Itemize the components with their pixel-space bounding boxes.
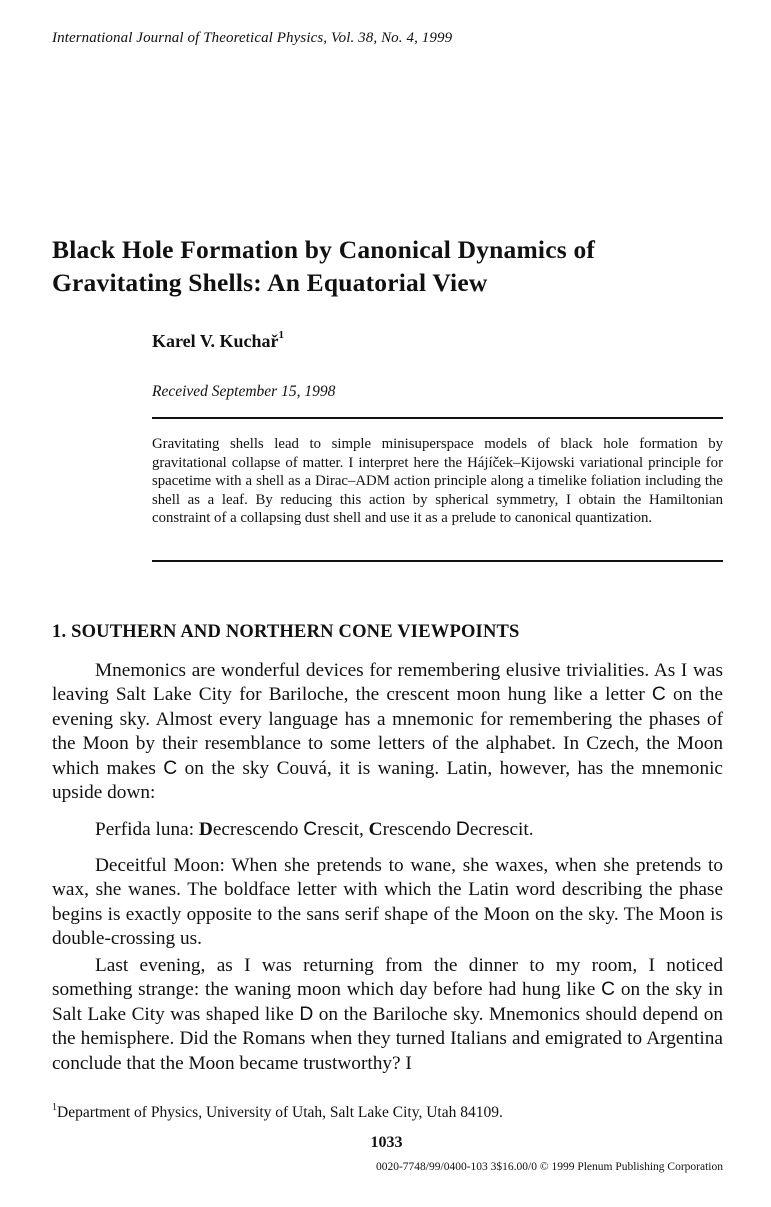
paragraph-1 <box>52 659 723 805</box>
moon-letter-d: D <box>299 1003 314 1025</box>
text-run: on the sky Couvá, it is waning. Latin, however, has the mnemonic upside down: <box>52 757 723 804</box>
paragraph-3 <box>52 954 723 1076</box>
text-run: rescit, <box>317 819 369 840</box>
latin-mnemonic <box>95 818 534 842</box>
moon-letter-c: C <box>303 819 318 840</box>
text-run: on the evening sky. Almost every language has a mnemonic for remembering the phases of the Moon by their resemblance to some letters of the alphabet. In Czech, the Moon which makes <box>52 684 723 779</box>
footnote <box>52 1103 503 1122</box>
title-line-1: Black Hole Formation by Canonical Dynamics of <box>52 235 596 264</box>
abstract: Gravitating shells lead to simple minisuperspace models of black hole formation by gravitational collapse of matter. I interpret here the Hájíček–Kijowski variational principle for spacetime with a shell as a Dirac–ADM action principle along a timelike foliation including the shell as a leaf. By reducing this action by spherical symmetry, I obtain the Hamiltonian constraint of a collapsing dust shell and use it as a prelude to canonical quantization. <box>152 436 723 527</box>
moon-letter-c: C <box>601 979 616 1001</box>
section-heading: 1. SOUTHERN AND NORTHERN CONE VIEWPOINTS <box>52 622 520 642</box>
text-run: ecrescit. <box>469 819 534 840</box>
title-line-2: Gravitating Shells: An Equatorial View <box>52 268 488 297</box>
journal-header: International Journal of Theoretical Physics, Vol. 38, No. 4, 1999 <box>52 30 453 46</box>
text-run: on the sky in Salt Lake City was shaped like <box>52 979 723 1025</box>
text-run: Perfida luna: <box>95 819 199 840</box>
abstract-top-rule <box>152 417 723 419</box>
moon-letter-c: C <box>651 684 666 706</box>
text-run: rescendo <box>382 819 456 840</box>
moon-letter-d: D <box>455 819 470 840</box>
footnote-mark: 1 <box>52 1102 57 1113</box>
moon-letter-c: C <box>163 757 178 779</box>
bold-letter-c: C <box>368 819 383 840</box>
article-title <box>52 233 732 299</box>
page-number-text: 1033 <box>370 1134 403 1151</box>
author-text: Karel V. Kuchař <box>152 331 279 351</box>
page-number <box>0 1134 771 1152</box>
paragraph-2: Deceitful Moon: When she pretends to wane, she waxes, when she pretends to wax, she wanes. The boldface letter with which the Latin word describing the phase begins is exactly opposite to the sans serif shape of the Moon on the sky. The Moon is double-crossing us. <box>52 855 723 950</box>
footnote-text: Department of Physics, University of Utah, Salt Lake City, Utah 84109. <box>57 1104 503 1122</box>
text-run: on the Bariloche sky. Mnemonics should depend on the hemisphere. Did the Romans when they turned Italians and emigrated to Argentina conclude that the Moon became trustworthy? I <box>52 1003 724 1074</box>
copyright-line: 0020-7748/99/0400-103 3$16.00/0 © 1999 Plenum Publishing Corporation <box>375 1161 723 1173</box>
author-footnote-mark: 1 <box>278 329 285 341</box>
abstract-bottom-rule <box>152 560 723 562</box>
text-run: Last evening, as I was returning from the dinner to my room, I noticed something strange: the waning moon which day before had hung like <box>52 955 723 1001</box>
text-run: Mnemonics are wonderful devices for remembering elusive trivialities. As I was leaving Salt Lake City for Bariloche, the crescent moon hung like a letter <box>52 660 723 706</box>
text-run: ecrescendo <box>212 819 304 840</box>
received-date: Received September 15, 1998 <box>152 383 336 400</box>
author-name <box>152 331 284 352</box>
bold-letter-d: D <box>198 819 213 840</box>
